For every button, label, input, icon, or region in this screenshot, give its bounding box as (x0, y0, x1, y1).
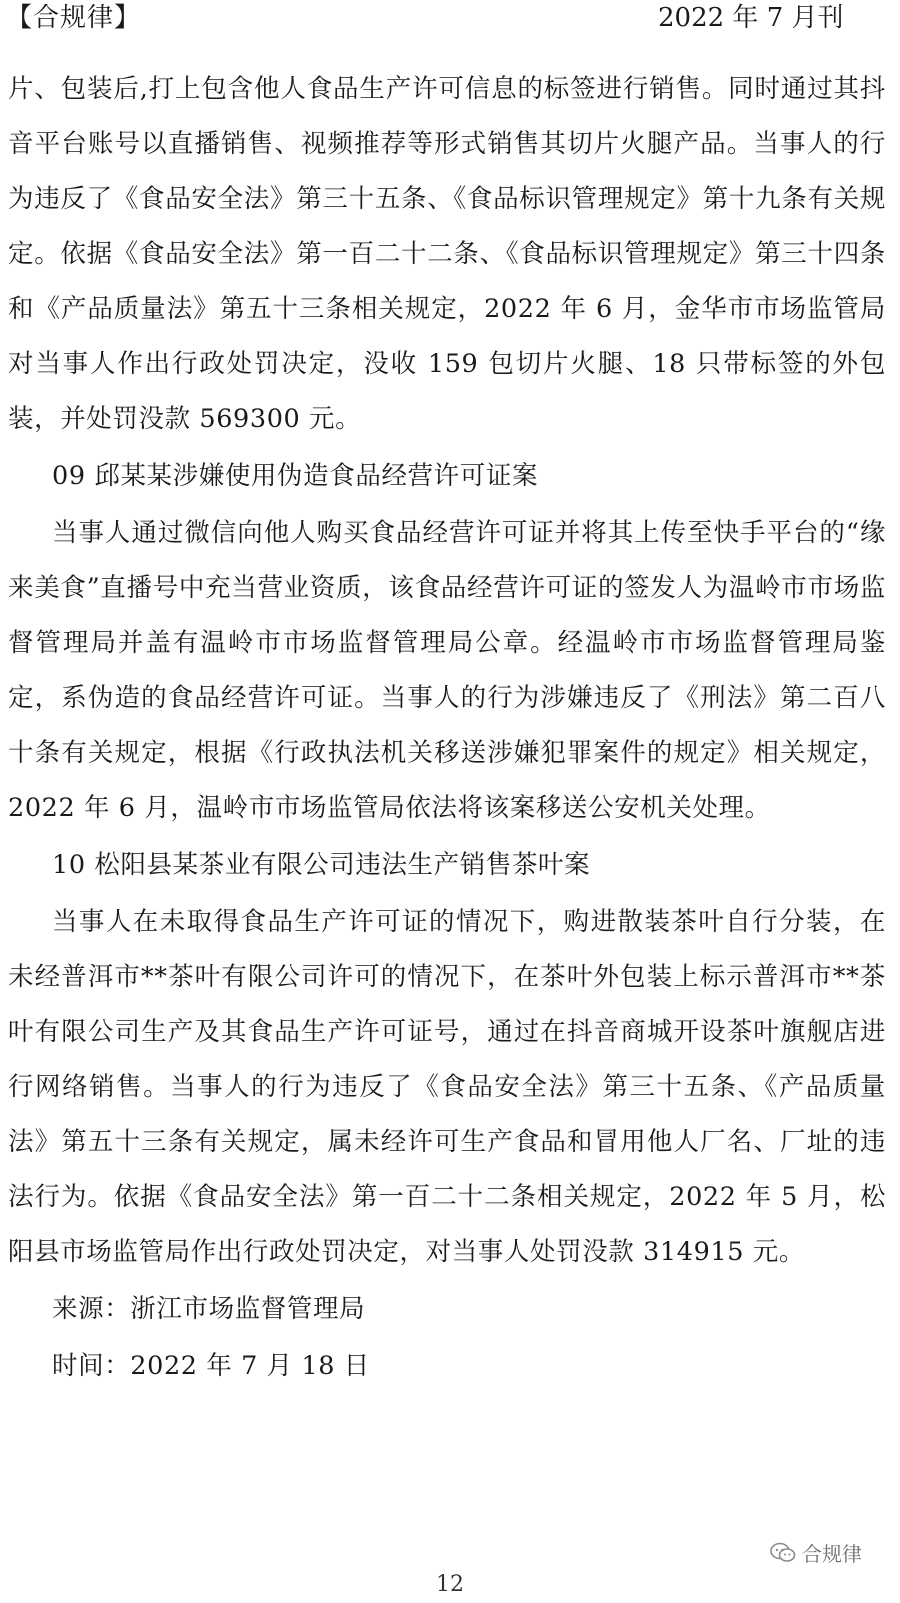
source-line: 来源：浙江市场监督管理局 (52, 1294, 366, 1324)
document-body (8, 62, 886, 1394)
page-number: 12 (436, 1572, 464, 1597)
paragraph-case-08-continued: 片、包装后,打上包含他人食品生产许可信息的标签进行销售。同时通过其抖音平台账号以直播销售、视频推荐等形式销售其切片火腿产品。当事人的行为违反了《食品安全法》第三十五条、《食品标识管理规定》第十九条有关规定。依据《食品安全法》第一百二十二条、《食品标识管理规定》第三十四条和《产品质量法》第五十三条相关规定，2022 年 6 月，金华市市场监管局对当事人作出行政处罚决定，没收 159 包切片火腿、18 只带标签的外包装，并处罚没款 569300 元。 (8, 74, 886, 434)
wechat-watermark (770, 1538, 862, 1567)
wechat-icon (770, 1542, 796, 1564)
paragraph-case-10: 当事人在未取得食品生产许可证的情况下，购进散装茶叶自行分装，在未经普洱市**茶叶有限公司许可的情况下，在茶叶外包装上标示普洱市**茶叶有限公司生产及其食品生产许可证号，通过在抖音商城开设茶叶旗舰店进行网络销售。当事人的行为违反了《食品安全法》第三十五条、《产品质量法》第五十三条有关规定，属未经许可生产食品和冒用他人厂名、厂址的违法行为。依据《食品安全法》第一百二十二条相关规定，2022 年 5 月，松阳县市场监管局作出行政处罚决定，对当事人处罚没款 314915 元。 (8, 907, 886, 1267)
paragraph-case-09: 当事人通过微信向他人购买食品经营许可证并将其上传至快手平台的“缘来美食”直播号中充当营业资质，该食品经营许可证的签发人为温岭市市场监督管理局并盖有温岭市市场监督管理局公章。经温岭市市场监督管理局鉴定，系伪造的食品经营许可证。当事人的行为涉嫌违反了《刑法》第二百八十条有关规定，根据《行政执法机关移送涉嫌犯罪案件的规定》相关规定，2022 年 6 月，温岭市市场监管局依法将该案移送公安机关处理。 (8, 518, 886, 823)
case-heading-10: 10 松阳县某茶业有限公司违法生产销售茶叶案 (52, 850, 591, 880)
watermark-text: 合规律 (802, 1542, 862, 1566)
header-title: 【合规律】 (6, 3, 142, 33)
time-line: 时间：2022 年 7 月 18 日 (52, 1351, 370, 1381)
header-issue: 2022 年 7 月刊 (658, 3, 844, 33)
case-heading-09: 09 邱某某涉嫌使用伪造食品经营许可证案 (52, 461, 539, 491)
